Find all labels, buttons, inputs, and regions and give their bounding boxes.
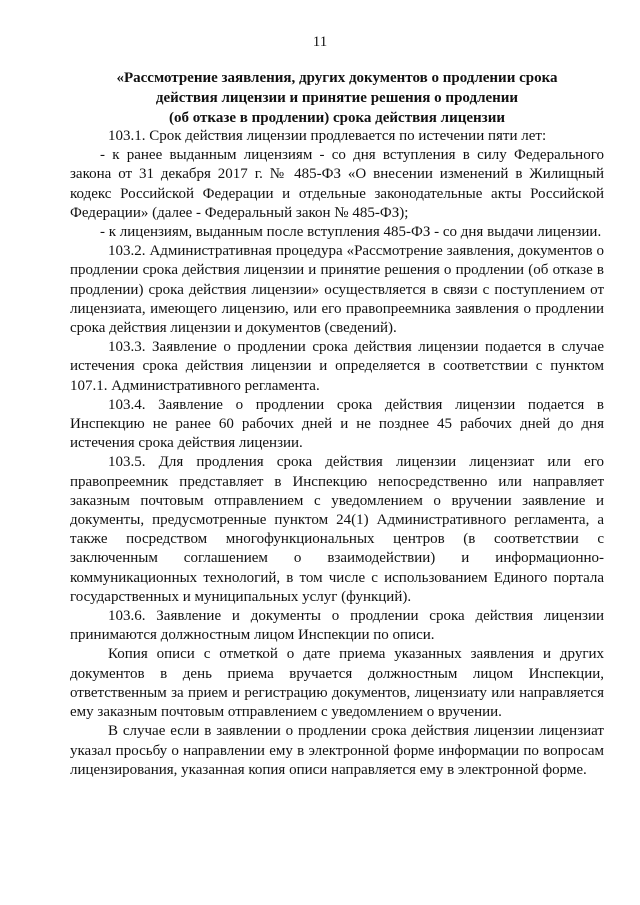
- page-number: 11: [312, 34, 328, 50]
- paragraph-electronic-form: В случае если в заявлении о продлении срока действия лицензии лицензиат указал просьбу о направлении ему в электронной форме информации по вопросам лицензирования, указанная копия описи направляется ему в электронной форме.: [70, 723, 604, 778]
- paragraph-103-3: 103.3. Заявление о продлении срока действия лицензии подается в случае истечения срока действия лицензии и определяется в соответствии с пунктом 107.1. Административного регламента.: [70, 339, 604, 394]
- paragraph-103-2: 103.2. Административная процедура «Рассмотрение заявления, документов о продлении срока действия лицензии и принятие решения о продлении (об отказе в продлении) срока действия лицензии» осуществляется в связи с поступлением от лицензиата, имеющего лицензию, или его правопреемника заявления о продлении срока действия лицензии и документов (сведений).: [70, 243, 604, 337]
- paragraph-103-5: 103.5. Для продления срока действия лицензии лицензиат или его правопреемник представляет в Инспекцию непосредственно или направляет заказным почтовым отправлением с уведомлением о вручении заявление и документы, предусмотренные пунктом 24(1) Административного регламента, а также посредством многофункциональных центров (в соответствии с заключенным соглашением о взаимодействии) и информационно-коммуникационных технологий, в том числе с использованием Единого портала государственных и муниципальных услуг (функций).: [70, 454, 604, 605]
- paragraph-103-6: 103.6. Заявление и документы о продлении срока действия лицензии принимаются должностным лицом Инспекции по описи.: [70, 608, 604, 644]
- paragraph-103-1: 103.1. Срок действия лицензии продлевается по истечении пяти лет:: [108, 128, 547, 144]
- title-line: «Рассмотрение заявления, других документов о продлении срока: [116, 70, 558, 86]
- section-title: [70, 68, 604, 128]
- paragraph-103-4: 103.4. Заявление о продлении срока действия лицензии подается в Инспекцию не ранее 60 рабочих дней и не позднее 45 рабочих дней до дня истечения срока действия лицензии.: [70, 396, 604, 452]
- paragraph-list-item: - к лицензиям, выданным после вступления 485-ФЗ - со дня выдачи лицензии.: [100, 224, 602, 241]
- title-line: (об отказе в продлении) срока действия лицензии: [168, 110, 505, 126]
- paragraph-copy-of-inventory: Копия описи с отметкой о дате приема указанных заявления и других документов в день приема вручается должностным лицом Инспекции, ответственным за прием и регистрацию документов, лицензиату или направляется ему заказным почтовым отправлением с уведомлением о вручении.: [70, 646, 604, 721]
- document-body: [70, 127, 604, 780]
- title-line: действия лицензии и принятие решения о продлении: [155, 90, 519, 106]
- paragraph-list-item: - к ранее выданным лицензиям - со дня вступления в силу Федерального закона от 31 декабря 2017 г. № 485-ФЗ «О внесении изменений в Жилищный кодекс Российской Федерации и отдельные законодательные акты Российской Федерации» (далее - Федеральный закон № 485-ФЗ);: [70, 147, 604, 221]
